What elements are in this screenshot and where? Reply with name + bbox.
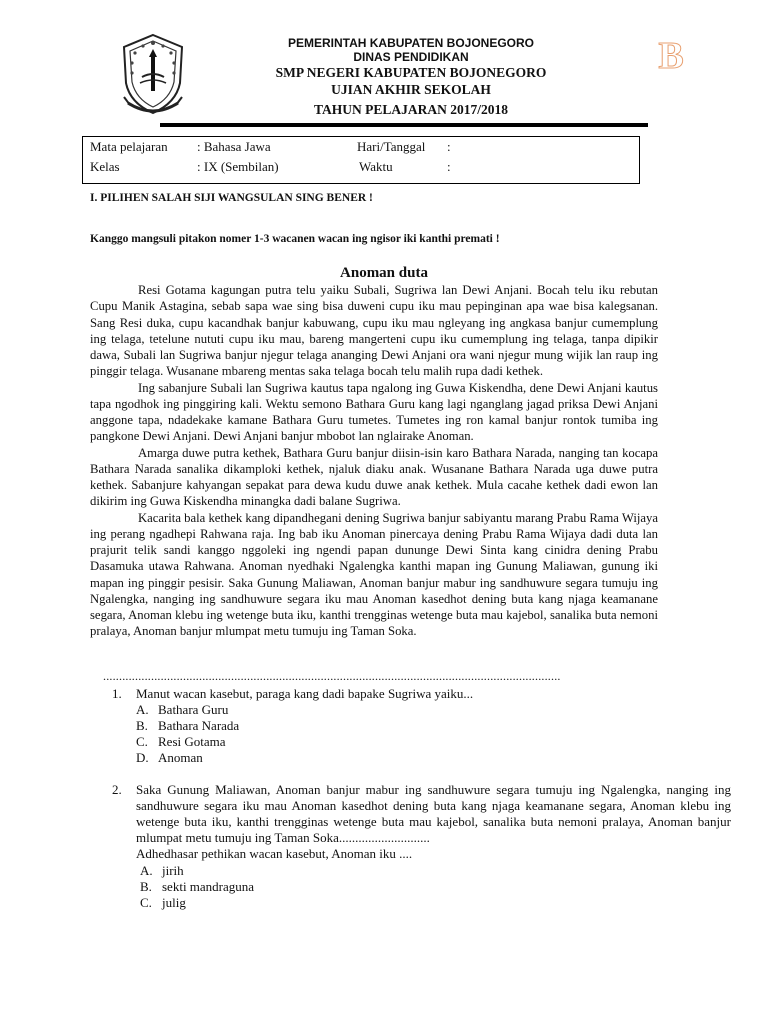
subject-value: : Bahasa Jawa (197, 139, 271, 154)
header-school: SMP NEGERI KABUPATEN BOJONEGORO (275, 65, 547, 80)
time-value: : (447, 159, 451, 174)
answer-option[interactable] (140, 895, 186, 911)
day-date-label: Hari/Tanggal (357, 139, 426, 154)
answer-option[interactable] (136, 750, 203, 766)
answer-option[interactable] (136, 734, 226, 750)
story-paragraph: Amarga duwe putra kethek, Bathara Guru banjur diisin-isin karo Bathara Narada, nanging tan kocapa Bathara Narada sanalika dikamploki kethek, njaluk diaku anak. Wusanane Bathara Narada uga duwe putra kethek. Sabanjure kahyangan sepakat para dewa kudu duwe anak kethek. Mula cacahe kethek dadi ewon lan dikirim ing Guwa Kiskendha minangka dadi balane Sugriwa. (90, 445, 658, 509)
bojonegoro-emblem-icon (120, 33, 186, 115)
header-department: DINAS PENDIDIKAN (353, 50, 469, 64)
story-title: Anoman duta (340, 265, 428, 281)
story-body (90, 282, 658, 640)
option-text: Bathara Guru (158, 702, 229, 717)
story-paragraph: Ing sabanjure Subali lan Sugriwa kautus tapa ngalong ing Guwa Kiskendha, dene Dewi Anjani kautus tapa ngodhok ing pinggiring kali. Wektu semono Bathara Guru kang lagi nganglang jagad priksa Dewi Anjani anggone tapa, ndadekake kamane Bathara Guru tumetes. Tumetes ing ron kamal banjur rontok tumiba ing pangkone Dewi Anjani. Dewi Anjani banjur mbobot lan nglairake Anoman. (90, 380, 658, 444)
header-exam-name: UJIAN AKHIR SEKOLAH (331, 82, 491, 97)
reading-instruction: Kanggo mangsuli pitakon nomer 1-3 wacanen wacan ing ngisor iki kanthi premati ! (90, 233, 500, 245)
option-letter: C. (140, 895, 152, 910)
option-letter: A. (140, 863, 153, 878)
packet-letter-mark (650, 37, 692, 73)
option-text: Resi Gotama (158, 734, 226, 749)
section-instruction: I. PILIHEN SALAH SIJI WANGSULAN SING BENER ! (90, 192, 373, 204)
option-letter: B. (136, 718, 148, 733)
svg-text:B: B (658, 37, 684, 73)
header-academic-year: TAHUN PELAJARAN 2017/2018 (313, 102, 508, 117)
question-text: Manut wacan kasebut, paraga kang dadi bapake Sugriwa yaiku... (136, 686, 474, 701)
option-letter: A. (136, 702, 149, 717)
time-label: Waktu (359, 159, 393, 174)
answer-option[interactable] (140, 879, 254, 895)
class-label: Kelas (90, 159, 120, 174)
question-number: 1. (112, 686, 122, 701)
option-letter: B. (140, 879, 152, 894)
option-text: jirih (162, 863, 184, 878)
story-end-dots: ............................................................................................................................................... (103, 669, 561, 683)
header-divider (160, 123, 648, 127)
option-letter: D. (136, 750, 149, 765)
day-date-value: : (447, 139, 451, 154)
answer-option[interactable] (140, 863, 184, 879)
story-paragraph: Kacarita bala kethek kang dipandhegani dening Sugriwa banjur sabiyantu marang Prabu Rama Wijaya ing perang ngadhepi Rahwana raja. Ing bab iku Anoman pinercaya dening Prabu Rama Wijaya dadi duta lan prajurit telik sandi kanggo nggoleki ing ngendi papan dunungе Dewi Sinta kang cinidra dening Prabu Dasamuka utawa Rahwana. Anoman nyedhaki Ngalengka kanthi mapan ing Gunung Maliawan, gunung iki mapan ing pinggir pesisir. Saka Gunung Maliawan, Anoman banjur mabur ing sandhuwure segara tumuju ing Ngalengka, nanging ing sandhuwure segara iku mau Anoman kasedhot dening buta kang njaga keamanane segara, Anoman klebu ing wetenge buta iku, kanthi trengginas wetenge buta mau kajebol, sanalika buta nemoni pralaya, Anoman banjur mlumpat metu tumuju ing Taman Soka. (90, 510, 658, 639)
answer-option[interactable] (136, 718, 239, 734)
option-text: Anoman (158, 750, 203, 765)
subject-label: Mata pelajaran (90, 139, 168, 154)
story-paragraph: Resi Gotama kagungan putra telu yaiku Subali, Sugriwa lan Dewi Anjani. Bocah telu iku rebutan Cupu Manik Astagina, sebab sapa wae sing bisa duweni cupu iku mau pepinginan apa wae bisa kalegsanan. Sang Resi duka, cupu kacandhak banjur kabuwang, cupu iku mau ngleyang ing angkasa banjur cumemplung ing telaga, tetelune nututi cupu iku mau, bareng mangerteni cupu iku cumemplung ing telaga, tanpa dipikir dawa, Subali lan Sugriwa banjur njegur telaga ananging Dewi Anjani ora wani njegur mung wijik lan raup ing pinggir telaga. Wusanane mbareng mentas saka telaga bocah telu malih rupa dadi kethek. (90, 283, 658, 379)
exam-info-box (82, 136, 640, 184)
header-government: PEMERINTAH KABUPATEN BOJONEGORO (287, 36, 534, 50)
question-text: Saka Gunung Maliawan, Anoman banjur mabur ing sandhuwure segara tumuju ing Ngalengka, nanging ing sandhuwure segara iku mau Anoman kasedhot dening buta kang njaga keamanane segara, Anoman klebu ing wetenge buta iku, kanthi trengginas wetenge buta mau kajebol, sanalika buta nemoni pralaya, Anoman banjur mlumpat metu tumuju ing Taman Soka............................ (136, 782, 731, 845)
option-letter: C. (136, 734, 148, 749)
question-number: 2. (112, 782, 122, 797)
question-prompt: Adhedhasar pethikan wacan kasebut, Anoman iku .... (136, 846, 413, 861)
class-value: : IX (Sembilan) (197, 159, 279, 174)
option-text: julig (162, 895, 186, 910)
option-text: sekti mandraguna (162, 879, 255, 894)
option-text: Bathara Narada (158, 718, 240, 733)
answer-option[interactable] (136, 702, 228, 718)
